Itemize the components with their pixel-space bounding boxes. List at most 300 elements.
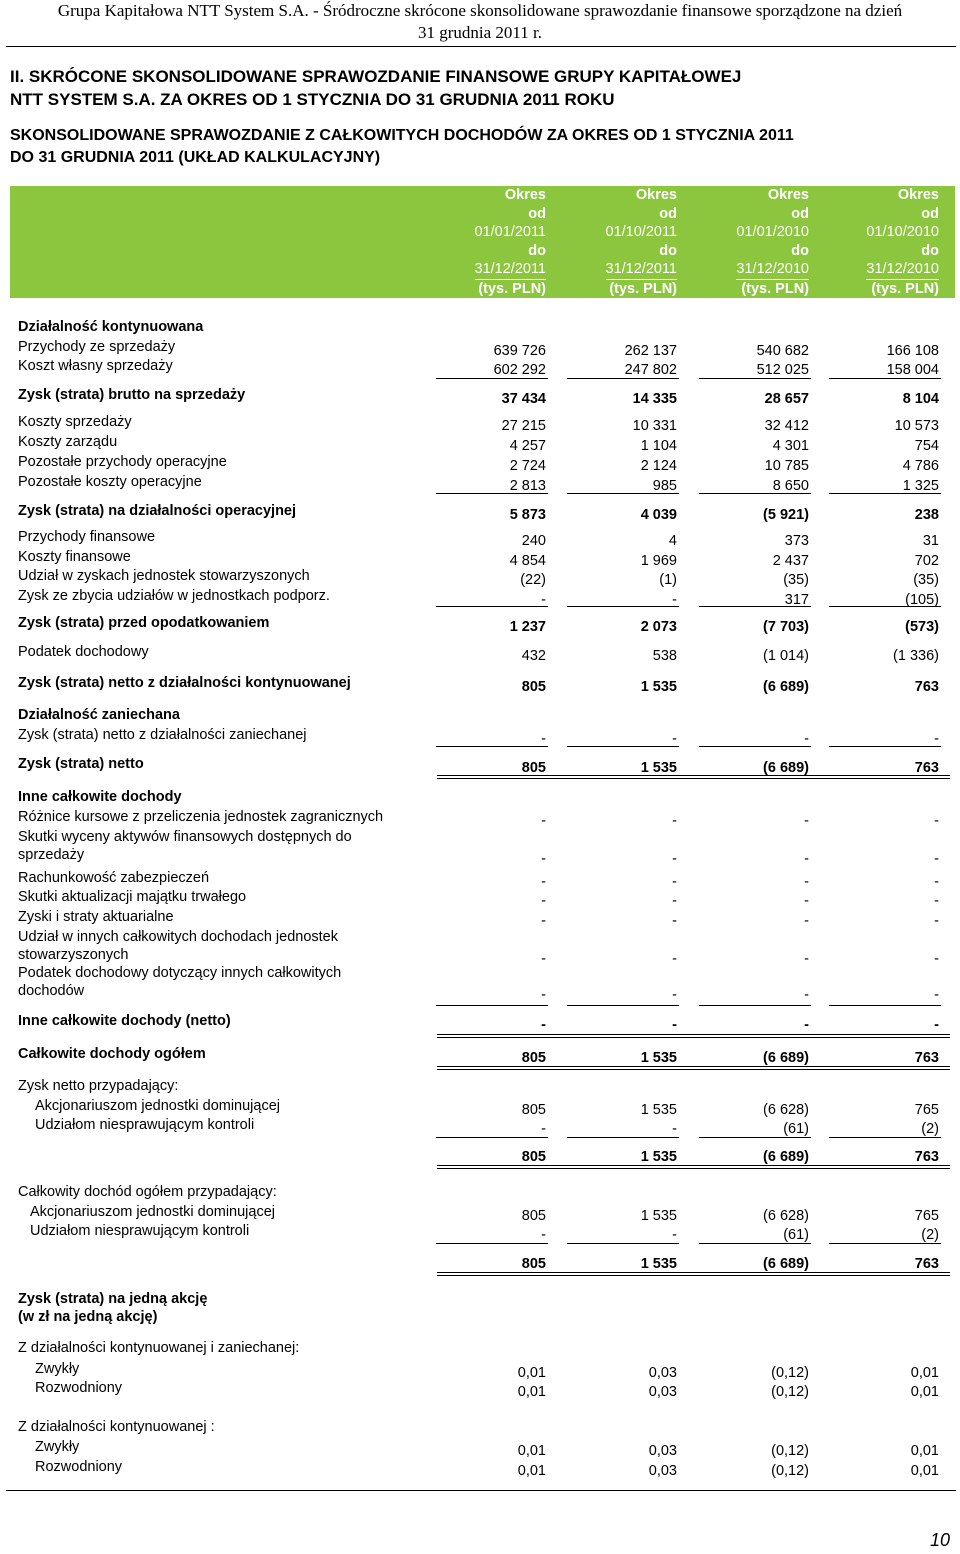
row-label [18,643,149,661]
row-label [35,1116,254,1134]
row-value: 37 434 [501,391,546,407]
row-value: 763 [914,1050,939,1066]
row-value: (0,12) [771,1365,809,1381]
row-value: 10 331 [632,418,677,434]
row-value: 2 724 [509,458,546,474]
total-rule [699,1243,811,1244]
row-value: 702 [914,553,939,569]
row-label [18,587,330,605]
total-rule [436,1005,548,1006]
table-row [0,1418,960,1438]
table-row [0,1438,960,1458]
column-header-unit: (tys. PLN) [871,280,939,297]
total-rule [436,378,548,379]
row-label-text: Rozwodniony [35,1380,123,1396]
table-row [0,828,960,867]
row-value: - [672,874,677,890]
row-label [18,502,296,520]
column-header-end: 31/12/2011 [475,260,547,280]
row-value: 805 [521,679,546,695]
row-label-text: Koszty finansowe [18,549,131,565]
table-row [0,1077,960,1097]
row-value: - [672,731,677,747]
row-value: - [541,951,546,967]
table-row [0,433,960,453]
total-rule [699,493,811,494]
row-value: - [672,851,677,867]
total-rule [829,746,941,747]
row-label-text: Udział w zyskach jednostek stowarzyszonych [18,568,310,584]
row-label-text: Z działalności kontynuowanej : [18,1419,215,1435]
column-header-label: od [921,205,939,222]
row-label-text: Całkowite dochody ogółem [18,1046,206,1062]
row-value: (1) [659,572,677,588]
table-row [0,473,960,493]
table-row [0,1097,960,1117]
row-value: 0,01 [910,1443,939,1459]
total-rule [699,1137,811,1138]
column-header-unit: (tys. PLN) [478,280,546,297]
row-value: 1 535 [640,1256,677,1272]
total-rule [829,1005,941,1006]
table-row [0,888,960,908]
table-row [0,1045,960,1065]
column-header-unit: (tys. PLN) [741,280,809,297]
header-divider [6,46,956,47]
row-value: - [934,874,939,890]
row-label-text: Rozwodniony [35,1459,123,1475]
row-label [35,1097,280,1115]
row-value: (35) [783,572,809,588]
row-value: 538 [652,648,677,664]
total-rule [567,378,679,379]
row-value: 1 535 [640,1102,677,1118]
row-value: 4 786 [902,458,939,474]
row-value: - [672,1121,677,1137]
row-label-text: Zysk (strata) brutto na sprzedaży [18,387,246,403]
row-label-text: Koszt własny sprzedaży [18,358,173,374]
column-header-label: do [659,242,677,259]
total-rule [567,1137,679,1138]
page-header-line2: 31 grudnia 2011 r. [417,23,543,42]
row-label [30,1222,249,1240]
column-header-label: Okres [897,187,939,203]
row-value: (0,12) [771,1463,809,1479]
total-rule [436,1137,548,1138]
row-label-text: Koszty sprzedaży [18,414,132,430]
double-rule [437,1037,950,1038]
row-value: 262 137 [624,343,677,359]
column-header-end: 31/12/2010 [866,260,939,280]
table-row [0,788,960,808]
total-rule [436,1243,548,1244]
statement-title-line2: NTT SYSTEM S.A. ZA OKRES OD 1 STYCZNIA DO 31 GRUDNIA 2011 ROKU [10,90,615,109]
row-value: - [672,913,677,929]
row-value: - [934,851,939,867]
row-value: (61) [783,1121,809,1137]
double-rule [437,1275,950,1276]
row-value: - [934,951,939,967]
table-row [0,1251,960,1271]
row-value: (6 689) [763,1149,809,1165]
double-rule [437,775,950,776]
table-row [0,643,960,663]
total-rule [829,493,941,494]
row-value: 0,03 [648,1443,677,1459]
total-rule [567,1005,679,1006]
row-value: 8 104 [902,391,939,407]
row-value: 0,01 [910,1463,939,1479]
row-label-text-continued: stowarzyszonych [18,947,129,963]
row-value: 247 802 [624,362,677,378]
row-label-text: Różnice kursowe z przeliczenia jednostek zagranicznych [18,809,384,825]
row-value: 31 [922,533,939,549]
row-label [30,1203,275,1221]
row-label [35,1458,122,1476]
row-value: 1 237 [509,619,546,635]
table-row [0,587,960,607]
table-row [0,808,960,828]
table-row [0,1116,960,1136]
row-label [18,928,338,964]
row-label-text: Rachunkowość zabezpieczeń [18,870,210,886]
row-value: 8 650 [772,478,809,494]
column-header-label: Okres [767,187,809,203]
row-label [18,808,383,826]
total-rule [699,1005,811,1006]
row-value: - [541,913,546,929]
row-value: 4 257 [509,438,546,454]
row-value: 238 [914,507,939,523]
row-value: - [541,1017,546,1033]
table-row [0,1339,960,1359]
table-row [0,502,960,522]
column-header-label: Okres [504,187,546,203]
row-value: 317 [784,592,809,608]
row-value: 2 073 [640,619,677,635]
row-value: - [804,851,809,867]
table-row [0,1222,960,1242]
column-header-label: od [659,205,677,222]
row-value: 27 215 [501,418,546,434]
column-header-start: 01/10/2010 [866,224,939,240]
row-label [18,433,117,451]
row-value: 166 108 [886,343,939,359]
table-row [0,1203,960,1223]
double-rule [437,1069,950,1070]
row-label-text: Zysk (strata) netto z działalności zaniechanej [18,727,307,743]
total-rule [699,606,811,607]
table-row [0,1144,960,1164]
row-label [18,548,131,566]
row-label [18,908,174,926]
row-value: (1 014) [763,648,809,664]
row-value: 0,01 [517,1463,546,1479]
table-row [0,528,960,548]
row-value: (6 689) [763,1256,809,1272]
column-header-end: 31/12/2010 [736,260,809,280]
total-rule [699,378,811,379]
total-rule [829,1137,941,1138]
row-value: 1 535 [640,1149,677,1165]
row-value: 2 437 [772,553,809,569]
column-header-start: 01/10/2011 [605,224,677,240]
row-label [18,473,202,491]
row-value: (6 689) [763,679,809,695]
row-label-text-continued: dochodów [18,983,85,999]
row-value: 805 [521,760,546,776]
row-value: 765 [914,1102,939,1118]
row-value: 4 039 [640,507,677,523]
row-label-text-continued: (w zł na jedną akcję) [18,1309,158,1325]
table-row [0,928,960,967]
statement-subtitle-line1: SKONSOLIDOWANE SPRAWOZDANIE Z CAŁKOWITYCH DOCHODÓW ZA OKRES OD 1 STYCZNIA 2011 [10,127,794,144]
row-value: - [804,1017,809,1033]
row-label-text: Pozostałe koszty operacyjne [18,474,202,490]
row-label [18,1077,178,1095]
row-value: 985 [652,478,677,494]
row-value: - [804,987,809,1003]
row-label-text: Przychody ze sprzedaży [18,339,176,355]
table-row [0,453,960,473]
column-header-1 [416,186,546,298]
row-label-text: Zysk (strata) przed opodatkowaniem [18,615,270,631]
row-label [18,614,269,632]
row-value: (5 921) [763,507,809,523]
row-value: 805 [521,1256,546,1272]
row-label-text: Zwykły [35,1361,80,1377]
row-value: 763 [914,679,939,695]
table-row [0,908,960,928]
row-value: 240 [521,533,546,549]
row-value: (2) [921,1121,939,1137]
table-row [0,614,960,634]
page-number: 10 [929,1530,950,1550]
table-row [0,1379,960,1399]
row-label [18,357,173,375]
row-value: 765 [914,1208,939,1224]
row-label [18,1290,207,1326]
table-row [0,1290,960,1325]
row-label-text: Zysk (strata) na jedną akcję [18,1291,208,1307]
row-label-text-continued: sprzedaży [18,847,85,863]
table-row [0,726,960,746]
row-value: 28 657 [764,391,809,407]
row-value: 2 813 [509,478,546,494]
column-header-start: 01/01/2011 [474,224,546,240]
row-value: 0,01 [517,1365,546,1381]
row-value: - [934,731,939,747]
row-label-text: Koszty zarządu [18,434,118,450]
row-value: (0,12) [771,1384,809,1400]
row-value: - [672,987,677,1003]
double-rule [437,1066,950,1067]
total-rule [829,378,941,379]
row-label-text: Inne całkowite dochody (netto) [18,1013,231,1029]
row-label-text: Zyski i straty aktuarialne [18,909,174,925]
row-label [18,567,310,585]
row-value: - [541,813,546,829]
column-header-end: 31/12/2011 [606,260,678,280]
row-label [18,869,209,887]
row-label-text: Inne całkowite dochody [18,789,182,805]
row-value: 32 412 [764,418,809,434]
footer-divider [6,1490,956,1491]
row-value: 1 535 [640,1050,677,1066]
statement-subtitle-line2: DO 31 GRUDNIA 2011 (UKŁAD KALKULACYJNY) [10,149,381,166]
row-value: (0,12) [771,1443,809,1459]
table-row [0,755,960,775]
row-value: - [541,893,546,909]
row-label-text: Skutki wyceny aktywów finansowych dostępnych do [18,829,352,845]
row-label [18,964,341,1000]
row-value: 805 [521,1102,546,1118]
row-value: - [934,893,939,909]
row-value: 754 [914,438,939,454]
total-rule [567,493,679,494]
double-rule [437,1168,950,1169]
row-value: 0,01 [910,1384,939,1400]
row-value: - [672,592,677,608]
total-rule [436,493,548,494]
row-value: - [541,987,546,1003]
table-row [0,869,960,889]
row-value: - [934,813,939,829]
double-rule [437,1272,950,1273]
row-value: 1 325 [902,478,939,494]
row-value: 763 [914,1256,939,1272]
row-label-text: Zysk ze zbycia udziałów w jednostkach podporz. [18,588,330,604]
row-value: 1 969 [640,553,677,569]
table-row [0,1360,960,1380]
row-label-text: Udział w innych całkowitych dochodach jednostek [18,929,338,945]
row-label-text: Udziałom niesprawującym kontroli [30,1223,250,1239]
row-value: 639 726 [493,343,546,359]
row-label-text: Całkowity dochód ogółem przypadający: [18,1184,277,1200]
row-value: (6 628) [763,1208,809,1224]
row-value: - [672,813,677,829]
row-label [35,1438,79,1456]
row-value: 512 025 [756,362,809,378]
row-value: - [804,951,809,967]
page-header [0,0,960,44]
row-label [18,318,203,336]
row-value: - [804,893,809,909]
row-value: (6 689) [763,1050,809,1066]
row-label [18,888,246,906]
row-label-text: Pozostałe przychody operacyjne [18,454,227,470]
row-label [18,788,182,806]
row-value: - [934,1017,939,1033]
row-value: 2 124 [640,458,677,474]
row-label-text: Z działalności kontynuowanej i zaniechanej: [18,1340,300,1356]
row-label-text: Podatek dochodowy dotyczący innych całkowitych [18,965,342,981]
table-row [0,1458,960,1478]
total-rule [567,1243,679,1244]
table-row [0,318,960,338]
row-value: 0,01 [517,1384,546,1400]
table-row [0,1183,960,1203]
row-label [35,1360,79,1378]
row-value: 540 682 [756,343,809,359]
row-value: (105) [905,592,939,608]
row-label [18,1339,299,1357]
column-header-label: do [528,242,546,259]
double-rule [437,1034,950,1035]
row-value: - [541,1121,546,1137]
row-value: - [804,813,809,829]
row-label [18,413,132,431]
row-label-text: Zysk netto przypadający: [18,1078,179,1094]
table-row [0,357,960,377]
table-row [0,386,960,406]
total-rule [829,606,941,607]
row-label-text: Zwykły [35,1439,80,1455]
table-row [0,706,960,726]
total-rule [436,746,548,747]
row-label-text: Działalność kontynuowana [18,319,204,335]
total-rule [567,746,679,747]
double-rule [437,778,950,779]
row-value: - [672,1017,677,1033]
row-value: 0,03 [648,1365,677,1381]
column-header-2 [547,186,677,298]
row-value: 1 535 [640,760,677,776]
row-label [18,528,155,546]
row-value: - [804,874,809,890]
column-header-label: Okres [635,187,677,203]
row-value: 1 535 [640,679,677,695]
row-label [18,674,351,692]
row-value: - [672,951,677,967]
row-value: 0,01 [910,1365,939,1381]
row-label [18,1418,215,1436]
row-label [18,1012,231,1030]
table-row [0,674,960,694]
row-value: 602 292 [493,362,546,378]
row-label-text: Akcjonariuszom jednostki dominującej [30,1204,276,1220]
row-value: - [541,851,546,867]
row-label-text: Zysk (strata) netto [18,756,144,772]
column-header-label: do [791,242,809,259]
row-value: 4 [668,533,677,549]
double-rule [437,1165,950,1166]
row-value: 373 [784,533,809,549]
row-value: 763 [914,1149,939,1165]
statement-title-line1: II. SKRÓCONE SKONSOLIDOWANE SPRAWOZDANIE FINANSOWE GRUPY KAPITAŁOWEJ [10,67,742,86]
table-row [0,413,960,433]
row-value: 432 [521,648,546,664]
column-header-label: do [921,242,939,259]
row-label [18,386,245,404]
row-value: 763 [914,760,939,776]
row-value: 0,01 [517,1443,546,1459]
total-rule [567,606,679,607]
row-value: 1 535 [640,1208,677,1224]
row-value: (2) [921,1227,939,1243]
row-label-text: Udziałom niesprawującym kontroli [35,1117,255,1133]
column-header-label: od [528,205,546,222]
row-value: (61) [783,1227,809,1243]
row-value: 5 873 [509,507,546,523]
statement-title [10,65,950,111]
row-value: 805 [521,1208,546,1224]
row-label [18,1183,277,1201]
row-value: (7 703) [763,619,809,635]
row-value: - [541,1227,546,1243]
statement-subtitle [10,125,950,169]
row-value: 0,03 [648,1463,677,1479]
